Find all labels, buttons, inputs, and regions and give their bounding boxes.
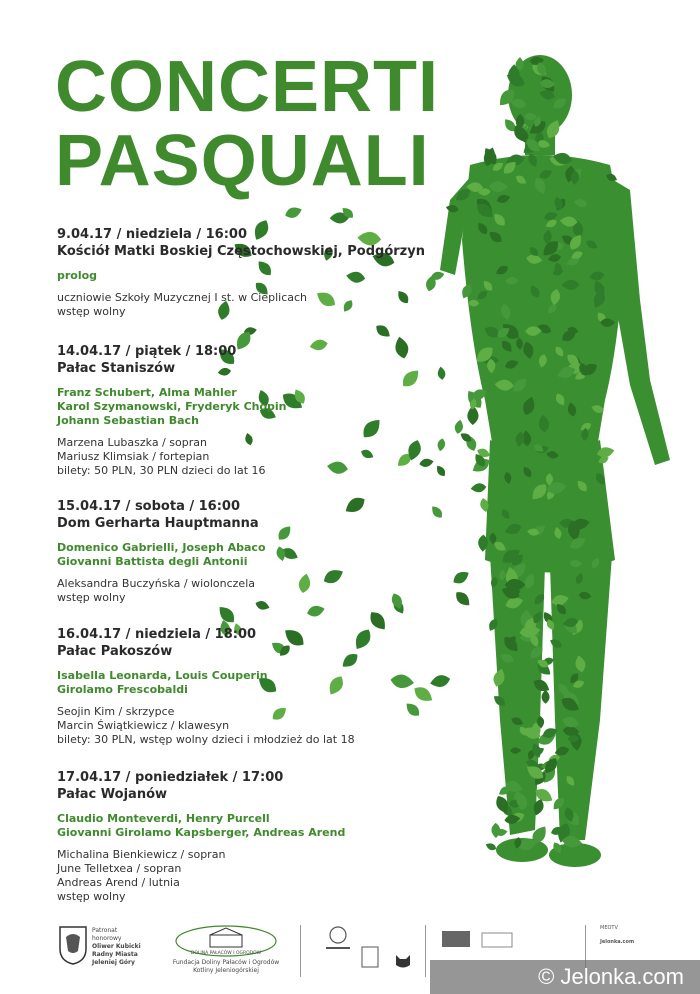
fundacja-logo-text: DOLINA PAŁACÓW I OGRODÓW — [190, 951, 262, 956]
event-4-program — [57, 669, 447, 697]
event-2 — [57, 343, 447, 478]
leaf-shape — [306, 604, 326, 619]
watermark-text: © Jelonka.com — [538, 964, 684, 989]
event-2-performers — [57, 436, 447, 478]
palace-logo-icon — [172, 923, 280, 959]
program-line: Giovanni Girolamo Kapsberger, Andreas Arend — [57, 826, 346, 839]
title-line-1: CONCERTI — [55, 47, 439, 127]
performer-line: Aleksandra Buczyńska / wiolonczela — [57, 577, 255, 590]
performer-line: wstęp wolny — [57, 305, 126, 318]
performer-line: Mariusz Klimsiak / fortepian — [57, 450, 210, 463]
patronat-text — [92, 927, 141, 967]
event-5 — [57, 769, 447, 904]
program-line: Giovanni Battista degli Antonii — [57, 555, 248, 568]
divider — [300, 925, 301, 977]
performer-line: bilety: 50 PLN, 30 PLN dzieci do lat 16 — [57, 464, 266, 477]
event-4-venue: Pałac Pakoszów — [57, 644, 173, 659]
sponsor-label: Jelonka.com — [600, 939, 635, 945]
program-line: Isabella Leonarda, Louis Couperin — [57, 669, 268, 682]
program-line: Claudio Monteverdi, Henry Purcell — [57, 812, 270, 825]
event-2-program — [57, 386, 447, 428]
performer-line: Marzena Lubaszka / sopran — [57, 436, 207, 449]
event-5-date: 17.04.17 / poniedziałek / 17:00 — [57, 770, 284, 785]
performer-line: Marcin Świątkiewicz / klawesyn — [57, 719, 230, 732]
city-crest-icon — [58, 925, 88, 965]
performer-line: bilety: 30 PLN, wstęp wolny dzieci i młodzież do lat 18 — [57, 733, 355, 746]
sponsor-logo-icon — [360, 945, 380, 969]
cat-logo-icon — [392, 949, 414, 971]
patronat-line: Radny Miasta — [92, 951, 138, 958]
leaf-shape — [373, 322, 392, 340]
performer-line: Andreas Arend / lutnia — [57, 876, 180, 889]
event-3-date: 15.04.17 / sobota / 16:00 — [57, 499, 241, 514]
event-5-venue: Pałac Wojanów — [57, 787, 168, 802]
event-2-venue: Pałac Staniszów — [57, 361, 176, 376]
event-1-venue: Kościół Matki Boskiej Częstochowskiej, Podgórzyn — [57, 244, 425, 259]
event-2-date: 14.04.17 / piątek / 18:00 — [57, 344, 237, 359]
patronat-line: honorowy — [92, 935, 122, 942]
castle-logo-icon — [438, 923, 518, 953]
program-line: prolog — [57, 269, 98, 282]
event-4 — [57, 626, 447, 747]
leaf-shape — [470, 482, 487, 493]
event-5-program — [57, 812, 447, 840]
watermark-band — [430, 960, 700, 994]
event-3-venue: Dom Gerharta Hauptmanna — [57, 516, 259, 531]
fundacja-line: Fundacja Doliny Pałaców i Ogrodów — [172, 959, 280, 966]
leaf-shape — [451, 568, 472, 586]
event-1-date: 9.04.17 / niedziela / 16:00 — [57, 227, 247, 242]
performer-line: June Telletxea / sopran — [57, 862, 182, 875]
event-1-performers — [57, 291, 447, 319]
fundacja-line: Kotliny Jeleniogórskiej — [193, 967, 259, 974]
event-4-performers — [57, 705, 447, 747]
event-3-program — [57, 541, 447, 569]
fundacja-logo-block — [172, 923, 280, 975]
leaf-shape — [542, 690, 550, 704]
leaf-shape — [491, 823, 500, 838]
patronat-line: Patronat — [92, 927, 118, 934]
performer-line: Michalina Bienkiewicz / sopran — [57, 848, 226, 861]
divider — [425, 925, 426, 977]
event-5-performers — [57, 848, 447, 904]
event-1 — [57, 226, 447, 319]
leaf-shape — [283, 205, 303, 220]
performer-line: wstęp wolny — [57, 591, 126, 604]
title-line-2: PASQUALI — [55, 121, 430, 201]
event-3-performers — [57, 577, 447, 605]
event-3 — [57, 498, 447, 605]
sponsor-footer — [0, 915, 700, 994]
patronat-line: Oliwer Kubicki — [92, 943, 141, 950]
program-line: Karol Szymanowski, Fryderyk Chopin — [57, 400, 287, 413]
event-1-program — [57, 269, 447, 283]
sponsor-label: MEOTV — [600, 925, 618, 931]
event-4-date: 16.04.17 / niedziela / 18:00 — [57, 627, 257, 642]
sponsor-logo-icon — [318, 923, 358, 953]
fundacja-text — [172, 959, 280, 975]
leaf-shape — [454, 419, 465, 435]
program-line: Franz Schubert, Alma Mahler — [57, 386, 237, 399]
leaf-shape — [484, 841, 497, 851]
program-line: Johann Sebastian Bach — [57, 414, 199, 427]
patronat-line: Jeleniej Góry — [92, 959, 135, 966]
program-line: Girolamo Frescobaldi — [57, 683, 188, 696]
performer-line: uczniowie Szkoły Muzycznej I st. w Cieplicach — [57, 291, 308, 304]
performer-line: wstęp wolny — [57, 890, 126, 903]
program-line: Domenico Gabrielli, Joseph Abaco — [57, 541, 266, 554]
performer-line: Seojin Kim / skrzypce — [57, 705, 175, 718]
leaf-shape — [453, 589, 473, 609]
